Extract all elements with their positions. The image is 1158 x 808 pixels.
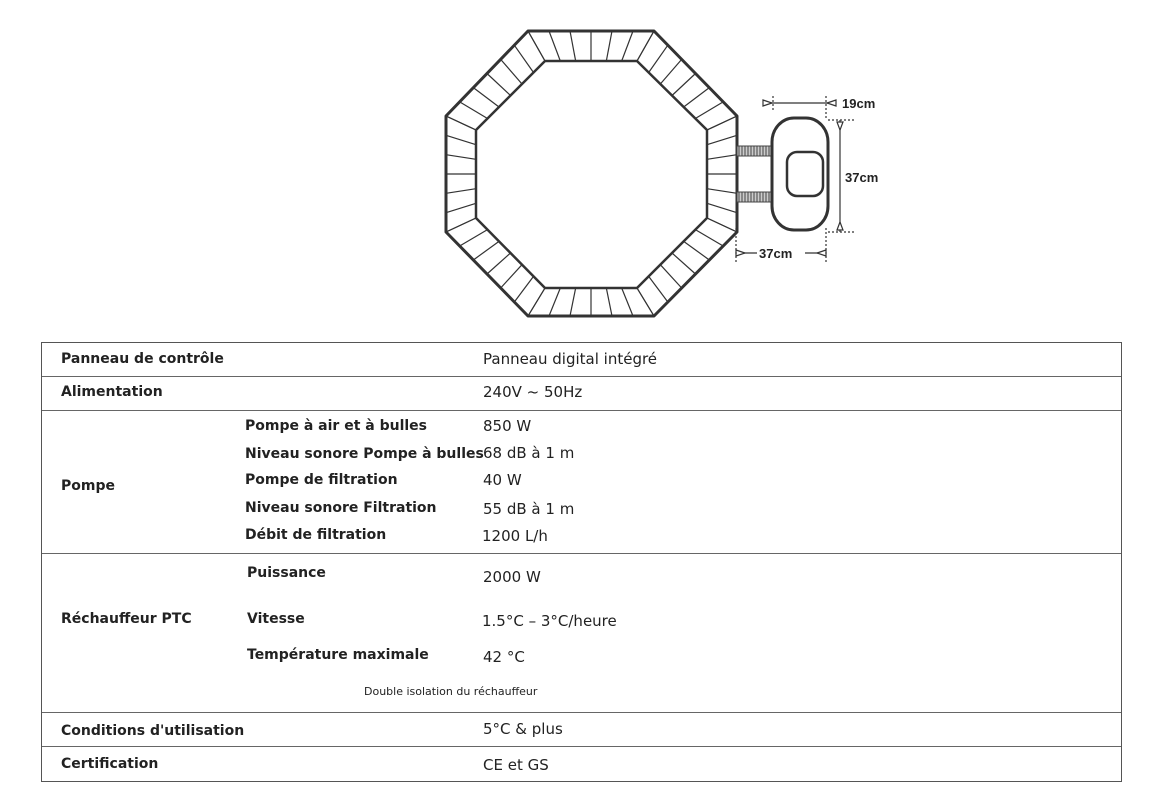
pompe-item-value: 1200 L/h	[482, 527, 548, 545]
row-divider	[42, 746, 1121, 747]
row-divider	[42, 376, 1121, 377]
rechauffeur-item-value: 42 °C	[483, 648, 525, 666]
row-value-panneau: Panneau digital intégré	[483, 350, 658, 368]
pompe-item-label: Débit de filtration	[245, 527, 387, 543]
row-divider	[42, 410, 1121, 411]
row-value-alimentation: 240V ~ 50Hz	[483, 383, 583, 401]
pompe-item-label: Pompe de filtration	[245, 472, 398, 488]
pompe-item-label: Pompe à air et à bulles	[245, 418, 427, 434]
pompe-item-label: Niveau sonore Pompe à bulles	[245, 446, 484, 462]
rechauffeur-item-label: Puissance	[247, 565, 326, 581]
width-label: 37cm	[759, 246, 793, 261]
row-divider	[42, 553, 1121, 554]
rechauffeur-item-label: Vitesse	[247, 611, 305, 627]
pompe-item-value: 68 dB à 1 m	[483, 444, 575, 462]
row-label-alimentation: Alimentation	[61, 384, 163, 400]
spec-table	[41, 342, 1122, 782]
depth-label: 19cm	[842, 96, 876, 111]
hoses	[737, 146, 775, 202]
row-value-certification: CE et GS	[483, 756, 549, 774]
row-label-rechauffeur: Réchauffeur PTC	[61, 611, 192, 627]
pompe-item-value: 55 dB à 1 m	[483, 500, 575, 518]
height-label: 37cm	[845, 170, 879, 185]
row-value-conditions: 5°C & plus	[483, 720, 563, 738]
spa-dimension-diagram	[0, 0, 1158, 335]
pompe-item-value: 850 W	[483, 417, 532, 435]
control-unit	[772, 118, 828, 230]
rechauffeur-item-value: 1.5°C – 3°C/heure	[482, 612, 617, 630]
rechauffeur-note: Double isolation du réchauffeur	[364, 685, 538, 698]
pompe-item-value: 40 W	[483, 471, 522, 489]
row-label-conditions: Conditions d'utilisation	[61, 723, 245, 739]
depth-dimension	[763, 96, 836, 118]
pompe-item-label: Niveau sonore Filtration	[245, 500, 437, 516]
row-label-panneau: Panneau de contrôle	[61, 351, 224, 367]
row-label-pompe: Pompe	[61, 478, 115, 494]
rechauffeur-item-value: 2000 W	[483, 568, 541, 586]
rechauffeur-item-label: Température maximale	[247, 647, 429, 663]
row-divider	[42, 712, 1121, 713]
row-label-certification: Certification	[61, 756, 159, 772]
